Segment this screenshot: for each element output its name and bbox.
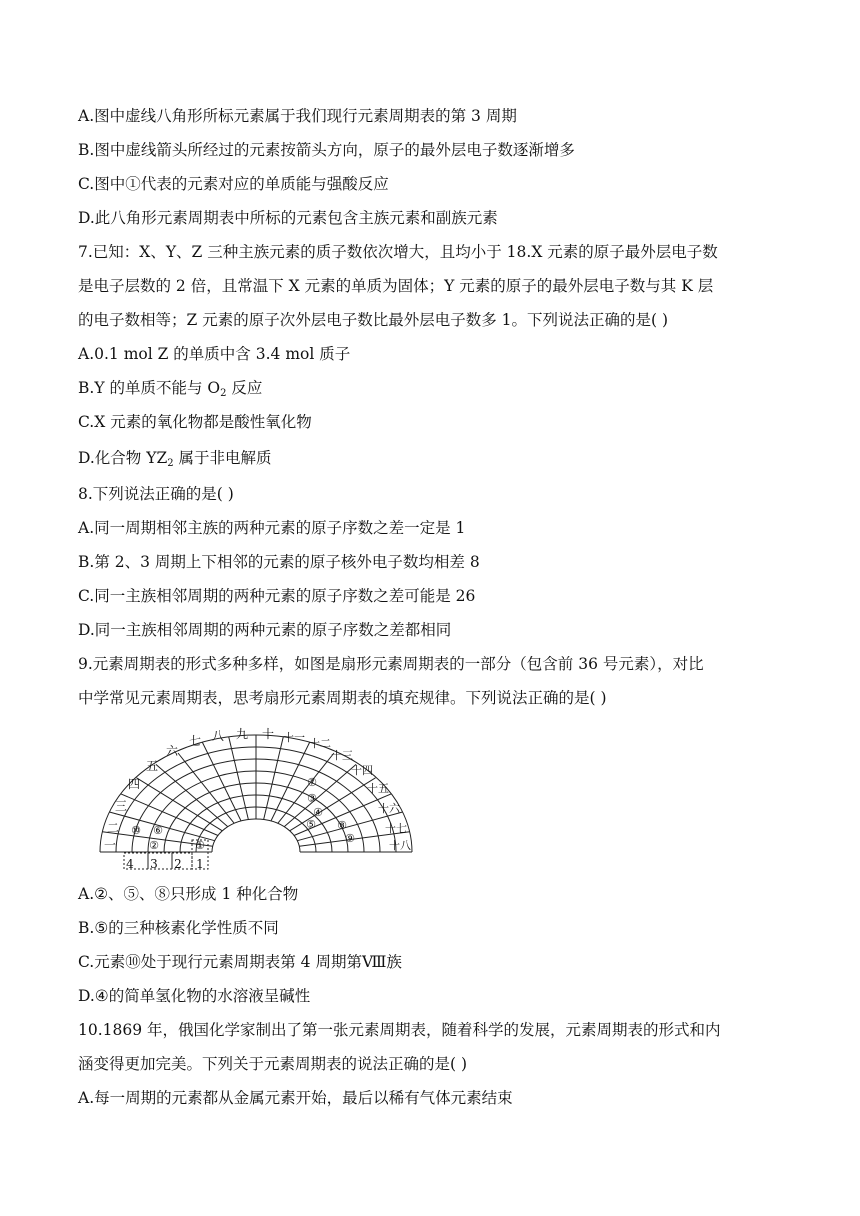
option-b-q6: B.图中虚线箭头所经过的元素按箭头方向，原子的最外层电子数逐渐增多	[78, 141, 575, 159]
subscript-2: 2	[167, 458, 174, 469]
subscript-2: 2	[220, 388, 227, 399]
option-a-q9: A.②、⑤、⑧只形成 1 种化合物	[78, 885, 299, 903]
element-mark-2: ②	[149, 839, 159, 852]
group-label: 六	[165, 744, 179, 758]
option-a-q7: A.0.1 mol Z 的单质中含 3.4 mol 质子	[78, 345, 351, 363]
question-10-line-1: 10.1869 年，俄国化学家制出了第一张元素周期表，随着科学的发展，元素周期表的形式和内	[78, 1021, 721, 1039]
option-a-q8: A.同一周期相邻主族的两种元素的原子序数之差一定是 1	[78, 519, 466, 537]
group-label: 十八	[389, 839, 411, 852]
group-label: 二	[106, 821, 120, 835]
group-label: 十七	[385, 822, 407, 835]
group-label: 十五	[367, 782, 389, 795]
option-b-q9: B.⑤的三种核素化学性质不同	[78, 919, 279, 937]
option-c-q9: C.元素⑩处于现行元素周期表第 4 周期第Ⅷ族	[78, 953, 402, 971]
period-label-3: 3	[150, 857, 158, 871]
period-label-4: 4	[126, 857, 134, 871]
group-label: 八	[211, 729, 225, 743]
option-b-q7-text: B.Y 的单质不能与 O	[78, 379, 221, 397]
element-mark-6: ⑥	[153, 824, 163, 837]
element-mark-9: ⑨	[345, 832, 355, 845]
group-label: 一	[103, 838, 117, 852]
option-b-q7-tail: 反应	[226, 379, 263, 397]
question-7-line-3: 的电子数相等；Z 元素的原子次外层电子数比最外层电子数多 1。下列说法正确的是( )	[78, 311, 669, 329]
option-d-q8: D.同一主族相邻周期的两种元素的原子序数之差都相同	[78, 621, 452, 639]
group-label: 十	[261, 727, 275, 741]
period-label-1: 1	[196, 857, 204, 871]
group-label: 七	[188, 734, 202, 748]
group-label: 十六	[378, 802, 400, 815]
group-label: 十三	[331, 749, 353, 762]
option-c-q6: C.图中①代表的元素对应的单质能与强酸反应	[78, 175, 389, 193]
element-mark-5: ⑤	[306, 818, 316, 831]
element-mark-7: ⑦	[307, 776, 317, 789]
element-mark-8: ⑧	[337, 819, 347, 832]
group-label: 五	[145, 759, 159, 773]
question-9-line-1: 9.元素周期表的形式多种多样，如图是扇形元素周期表的一部分（包含前 36 号元素），对比	[78, 655, 704, 673]
option-d-q6: D.此八角形元素周期表中所标的元素包含主族元素和副族元素	[78, 209, 498, 227]
option-b-q8: B.第 2、3 周期上下相邻的元素的原子核外电子数均相差 8	[78, 553, 480, 571]
period-label-2: 2	[174, 857, 182, 871]
question-7-line-1: 7.已知：X、Y、Z 三种主族元素的质子数依次增大，且均小于 18.X 元素的原子最外层电子数	[78, 243, 718, 261]
group-label: 十一	[283, 731, 305, 744]
option-a-q6: A.图中虚线八角形所标元素属于我们现行元素周期表的第 3 周期	[78, 107, 517, 125]
option-a-q10: A.每一周期的元素都从金属元素开始，最后以稀有气体元素结束	[78, 1089, 513, 1107]
group-label: 三	[114, 799, 128, 813]
element-mark-10: ⑩	[131, 824, 141, 837]
question-7-line-2: 是电子层数的 2 倍，且常温下 X 元素的单质为固体；Y 元素的原子的最外层电子数与其 K 层	[78, 277, 714, 295]
question-9-line-2: 中学常见元素周期表，思考扇形元素周期表的填充规律。下列说法正确的是( )	[78, 689, 607, 707]
element-mark-3: ③	[307, 792, 317, 805]
element-mark-4: ④	[313, 806, 323, 819]
option-c-q7: C.X 元素的氧化物都是酸性氧化物	[78, 413, 312, 431]
fan-grid	[100, 735, 412, 852]
group-label: 十二	[309, 737, 331, 750]
option-d-q7-text: D.化合物 YZ	[78, 449, 168, 467]
option-c-q8: C.同一主族相邻周期的两种元素的原子序数之差可能是 26	[78, 587, 476, 605]
option-d-q7-tail: 属于非电解质	[173, 449, 272, 467]
question-8: 8.下列说法正确的是( )	[78, 485, 234, 503]
group-label: 四	[127, 777, 141, 791]
group-label: 十四	[351, 764, 373, 777]
element-mark-1: ①	[195, 839, 205, 852]
option-d-q7	[78, 448, 272, 474]
group-label: 九	[235, 727, 249, 741]
option-b-q7	[78, 378, 262, 404]
question-10-line-2: 涵变得更加完美。下列关于元素周期表的说法正确的是( )	[78, 1055, 468, 1073]
fan-periodic-table-figure	[96, 722, 416, 872]
option-d-q9: D.④的简单氢化物的水溶液呈碱性	[78, 987, 311, 1005]
